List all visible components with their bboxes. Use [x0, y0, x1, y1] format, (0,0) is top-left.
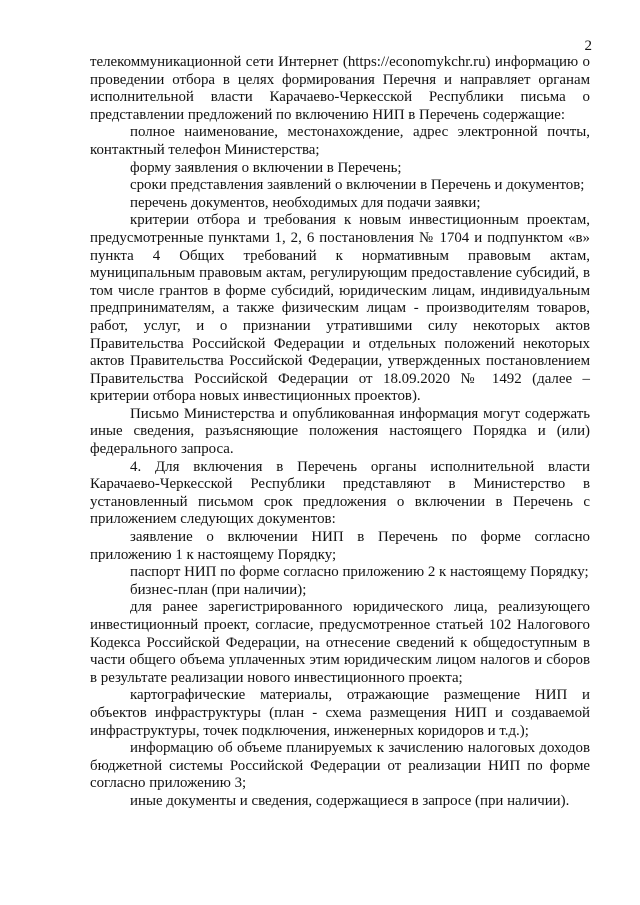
paragraph-3: форму заявления о включении в Перечень; — [130, 159, 402, 176]
paragraph-13: картографические материалы, отражающие размещение НИП и объектов инфраструктуры (план - схема размещения НИП и создаваемой инфраструктуры, точек подключения, инженерных коридоров и т.д.); — [90, 687, 590, 739]
paragraph-7: Письмо Министерства и опубликованная информация могут содержать иные сведения, разъясняющие положения настоящего Порядка и (или) федерального запроса. — [90, 405, 590, 458]
paragraph-4: сроки представления заявлений о включении в Перечень и документов; — [130, 177, 585, 194]
paragraph-15: иные документы и сведения, содержащиеся в запросе (при наличии). — [130, 792, 570, 809]
paragraph-10: паспорт НИП по форме согласно приложению 2 к настоящему Порядку; — [130, 564, 589, 581]
paragraph-1: телекоммуникационной сети Интернет (https://economykchr.ru) информацию о проведении отбора в целях формирования Перечня и направляет органам исполнительной власти Карачаево-Черкесской Республики письма о представлении предложений по включению НИП в Перечень содержащие: — [90, 54, 590, 123]
paragraph-8: 4. Для включения в Перечень органы исполнительной власти Карачаево-Черкесской Республики представляют в Министерство в установленный письмом срок предложения о включении в Перечень с приложением следующих документов: — [90, 458, 590, 528]
paragraph-6: критерии отбора и требования к новым инвестиционным проектам, предусмотренные пунктами 1, 2, 6 постановления № 1704 и подпунктом «в» пункта 4 Общих требований к нормативным правовым актам, муниципальным правовым актам, регулирующим предоставление субсидий, в том числе грантов в форме субсидий, юридическим лицам, индивидуальным предпринимателям, а также физическим лицам - производителям товаров, работ, услуг, и о признании утратившими силу некоторых актов Правительства Российской Федерации и отдельных положений некоторых актов Правительства Российской Федерации, утвержденных постановлением Правительства Российской Федерации от 18.09.2020 № 1492 (далее – критерии отбора новых инвестиционных проектов). — [90, 212, 590, 405]
paragraph-5: перечень документов, необходимых для подачи заявки; — [130, 194, 481, 211]
paragraph-12: для ранее зарегистрированного юридического лица, реализующего инвестиционный проект, согласие, предусмотренное статьей 102 Налогового Кодекса Российской Федерации, на отнесение сведений к общедоступным в части общего объема уплаченных этим юридическим лицом налогов и сборов в результате реализации нового инвестиционного проекта; — [90, 599, 590, 686]
paragraph-11: бизнес-план (при наличии); — [130, 581, 307, 598]
document-body — [90, 54, 590, 811]
paragraph-9: заявление о включении НИП в Перечень по форме согласно приложению 1 к настоящему Порядку; — [90, 529, 590, 563]
paragraph-14: информацию об объеме планируемых к зачислению налоговых доходов бюджетной системы Российской Федерации от реализации НИП по форме согласно приложению 3; — [90, 740, 590, 792]
page-number: 2 — [584, 38, 592, 54]
paragraph-2: полное наименование, местонахождение, адрес электронной почты, контактный телефон Министерства; — [90, 124, 590, 158]
